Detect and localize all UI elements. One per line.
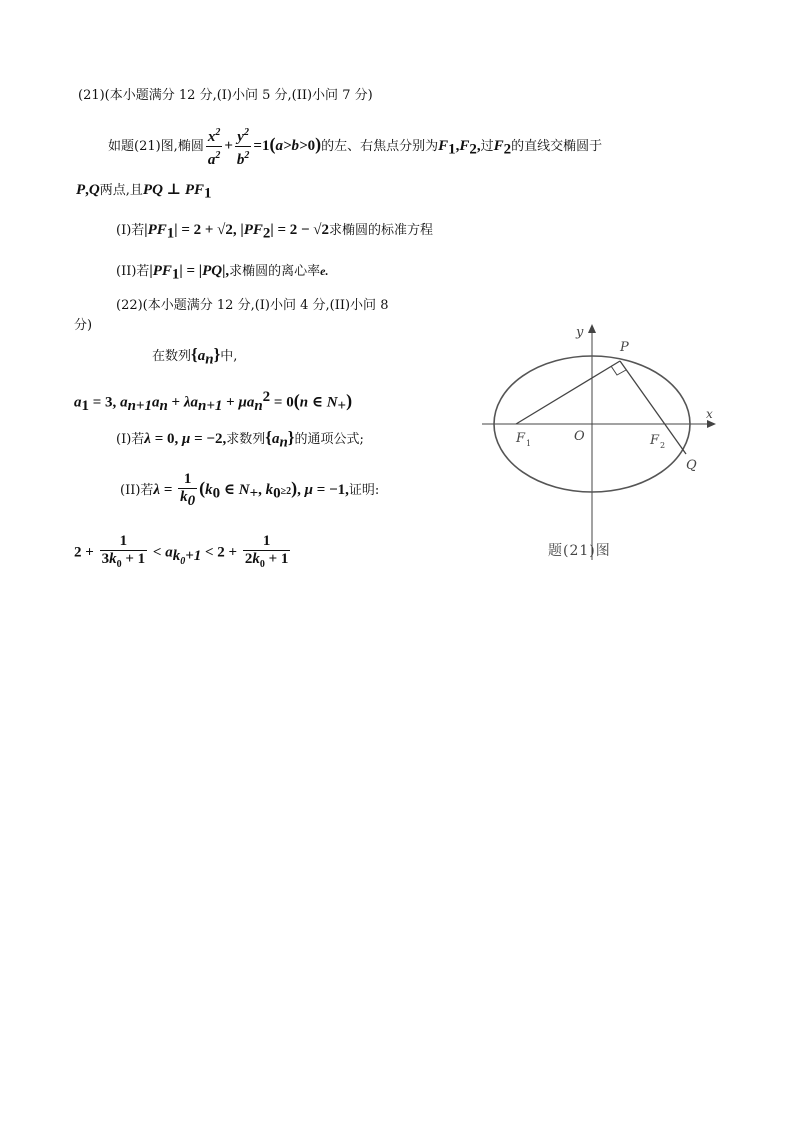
q22-recurrence: $a_1 = 3$, $a_{n+1}a_n + \lambda a_{n+1} + \mu a_n^2 = 0(n$ ∈ $N_+$)	[74, 389, 353, 414]
label-p: P	[620, 340, 629, 355]
lower-bound-fraction: $\frac{1}{3k_0 + 1}$	[101, 533, 146, 570]
q21-stem-line1: 如题(21)图,椭圆 $\frac{x^2}{a^2}$ + $\frac{y^2}{b^2}$ =1(a>b>0)的左、右焦点分别为$F_1,F_2$,过$F_2$的直线交椭圆于	[108, 124, 602, 169]
lambda-fraction: $\frac{1}{k_0}$	[180, 471, 196, 509]
q22-part2-label: (II)若	[120, 483, 154, 498]
q21-stem-line2: P,Q两点,且PQ ⊥ $PF_1$	[76, 182, 212, 202]
y-axis-arrow	[588, 324, 596, 333]
q22-part1-text-2: 的通项公式;	[294, 432, 364, 447]
q22-intro-a: 在数列	[152, 349, 192, 364]
label-f2-sub: 2	[660, 441, 666, 450]
q21-stem-d: 的直线交椭圆于	[511, 139, 603, 154]
label-x: x	[706, 407, 713, 421]
upper-bound-fraction: $\frac{1}{2k_0 + 1}$	[244, 533, 289, 570]
q21-stem-c: 过	[480, 139, 494, 154]
label-o: O	[574, 429, 585, 444]
ellipse-fraction-y: $\frac{y^2}{b^2}$	[235, 124, 252, 169]
q21-part2: (II)若$|PF_1| = |PQ|$,求椭圆的离心率e.	[116, 263, 329, 283]
q22-header-1: (22)(本小题满分 12 分,(I)小问 4 分,(II)小问 8	[116, 298, 389, 313]
label-f2: F	[650, 433, 660, 448]
ellipse-fraction-x: $\frac{x^2}{a^2}$	[206, 124, 223, 169]
q21-part1-text: 求椭圆的标准方程	[329, 223, 434, 238]
q22-part2: (II)若λ = $\frac{1}{k_0}$ ($k_0$ ∈ $N_+$, $k_0\ge 2$), μ = −1,证明:	[120, 471, 380, 509]
q21-header: (21)(本小题满分 12 分,(I)小问 5 分,(II)小问 7 分)	[78, 88, 373, 103]
q22-part1: (I)若λ = 0, μ = −2,求数列$\{a_n\}$的通项公式;	[116, 428, 364, 451]
q21-part1: (I)若$|PF_1| = 2 + √2$, $|PF_2| = 2 - √2$求椭圆的标准方程	[116, 222, 434, 242]
q22-intro: 在数列$\{a_n\}$中,	[152, 345, 238, 368]
figure-caption: 题(21)图	[548, 543, 611, 559]
q21-stem-b: 的左、右焦点分别为	[321, 139, 439, 154]
q22-header-2: 分)	[74, 318, 93, 333]
q21-stem-a: 如题(21)图,椭圆	[108, 139, 204, 154]
q22-part2-text: 证明:	[348, 483, 380, 498]
label-f1-sub: 1	[526, 439, 532, 448]
q21-part2-label: (II)若	[116, 264, 150, 279]
q21-stem-e: 两点,且	[99, 183, 143, 198]
q22-part1-text: 求数列	[226, 432, 266, 447]
q21-part1-label: (I)若	[116, 223, 145, 238]
ellipse-figure	[478, 318, 724, 568]
label-y: y	[576, 325, 584, 340]
q22-intro-b: 中,	[220, 349, 238, 364]
q22-part1-label: (I)若	[116, 432, 145, 447]
q21-part2-text: 求椭圆的离心率	[229, 264, 321, 279]
q22-inequality: 2 + $\frac{1}{3k_0 + 1}$ < $a_{k_0+1} < 2$ + $\frac{1}{2k_0 + 1}$	[74, 533, 292, 580]
q21-part2-e: e.	[320, 264, 329, 278]
label-f1: F	[516, 431, 526, 446]
ellipse-diagram	[478, 318, 724, 568]
label-q: Q	[686, 458, 697, 473]
x-axis-arrow	[707, 420, 716, 428]
